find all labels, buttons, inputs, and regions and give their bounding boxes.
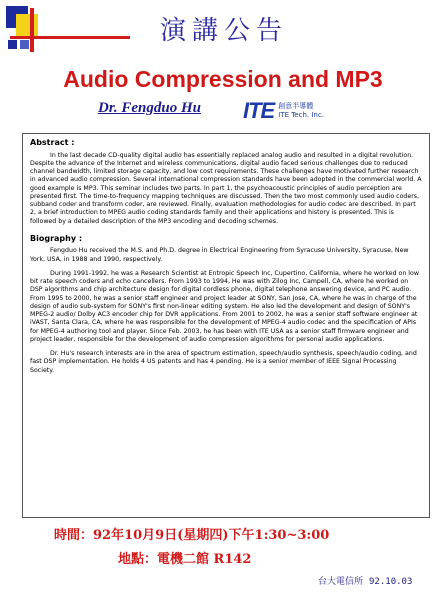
decor-line-red-vertical [30,8,34,52]
decor-line-red-horizontal [10,36,130,39]
content-box [22,133,430,518]
logo-chinese-name: 創意半導體 [278,102,314,110]
decor-square-1 [8,40,17,49]
announcement-banner: 演講公告 [160,16,289,46]
event-place: 地點：電機二館 R142 [118,552,252,567]
organizer-name: 台大電信所 [318,577,364,587]
event-time: 時間：92年10月9日(星期四)下午1:30~3:00 [54,528,330,543]
logo-text [278,102,324,120]
biography-heading: Biography : [30,233,83,243]
company-logo [243,98,324,123]
biography-paragraph: During 1991-1992, he was a Research Scientist at Entropic Speech Inc, Cupertino, California, where he worked on low bit rate speech coders and echo cancellers. From 1993 to 1994, He was with Zilog Inc, Campell, CA, where he worked on DSP algorithms and chip architecture design for digital cordless phone, digital telephone answering device, and PC audio. From 1995 to 2000, he was a senior staff engineer and project leader at SONY, San Jose, CA, where he was in charge of the design of audio sub-system for SONY's first non-linear editing system. He also led the development and design of SONY's MPEG-2 audio/ Dolby AC3 encoder chip for DVR applications. From 2001 to 2002, he was a senior staff software engineer at iVAST, Santa Clara, CA, where he was responsible for the development of MPEG-4 audio codec and the specification of APIs for MPEG-4 authoring tool and player. Since Feb. 2003, he has been with ITE USA as a senior staff firmware engineer and project leader, responsible for the development of audio compression algorithms for personal audio applications. [30,269,419,343]
decor-block-yellow [16,14,38,38]
abstract-text: In the last decade CD-quality digital audio has essentially replaced analog audio and resulted in a digital revolution. Despite the advance of the Internet and wireless communications, digital audio faced serious challenges due to reduced channel bandwidth, limited storage capacity, and low cost requirements. These challenges have motivated further research in advanced audio compression. Several international compression standards have been adopted in the commercial world. A good example is MP3. This seminar includes two parts. In part 1, the psychoacoustic principles of audio perception are presented first. The time-to-frequency mapping techniques are discussed. Then the two most commonly used audio coders, subband coder and transform coder, are reviewed. Finally, evaluation methodologies for audio codec are described. In part 2, a brief introduction to MPEG audio coding standards family and their applications and history is presented. This is followed by a detailed description of the MP3 encoding and decoding schemes. [30,151,422,225]
logo-mark: ITE [243,98,275,123]
abstract-heading: Abstract : [30,138,75,147]
biography-paragraph: Fengduo Hu received the M.S. and Ph.D. degree in Electrical Engineering from Syracuse University, Syracuse, New York, USA, in 1988 and 1990, respectively. [30,247,409,263]
decor-square-2 [20,40,29,49]
organizer-date [318,574,418,587]
logo-english-name: ITE Tech. Inc. [278,111,324,119]
page-title: Audio Compression and MP3 [63,66,383,92]
speaker-name: Dr. Fengduo Hu [98,100,201,116]
biography-paragraph: Dr. Hu's research interests are in the area of spectrum estimation, speech/audio synthesis, speech/audio coding, and fast DSP implementation. He holds 4 US patents and has 4 pending. He is a senior member of IEEE Signal Processing Society. [30,350,417,374]
announcement-date: 92.10.03 [369,577,413,587]
